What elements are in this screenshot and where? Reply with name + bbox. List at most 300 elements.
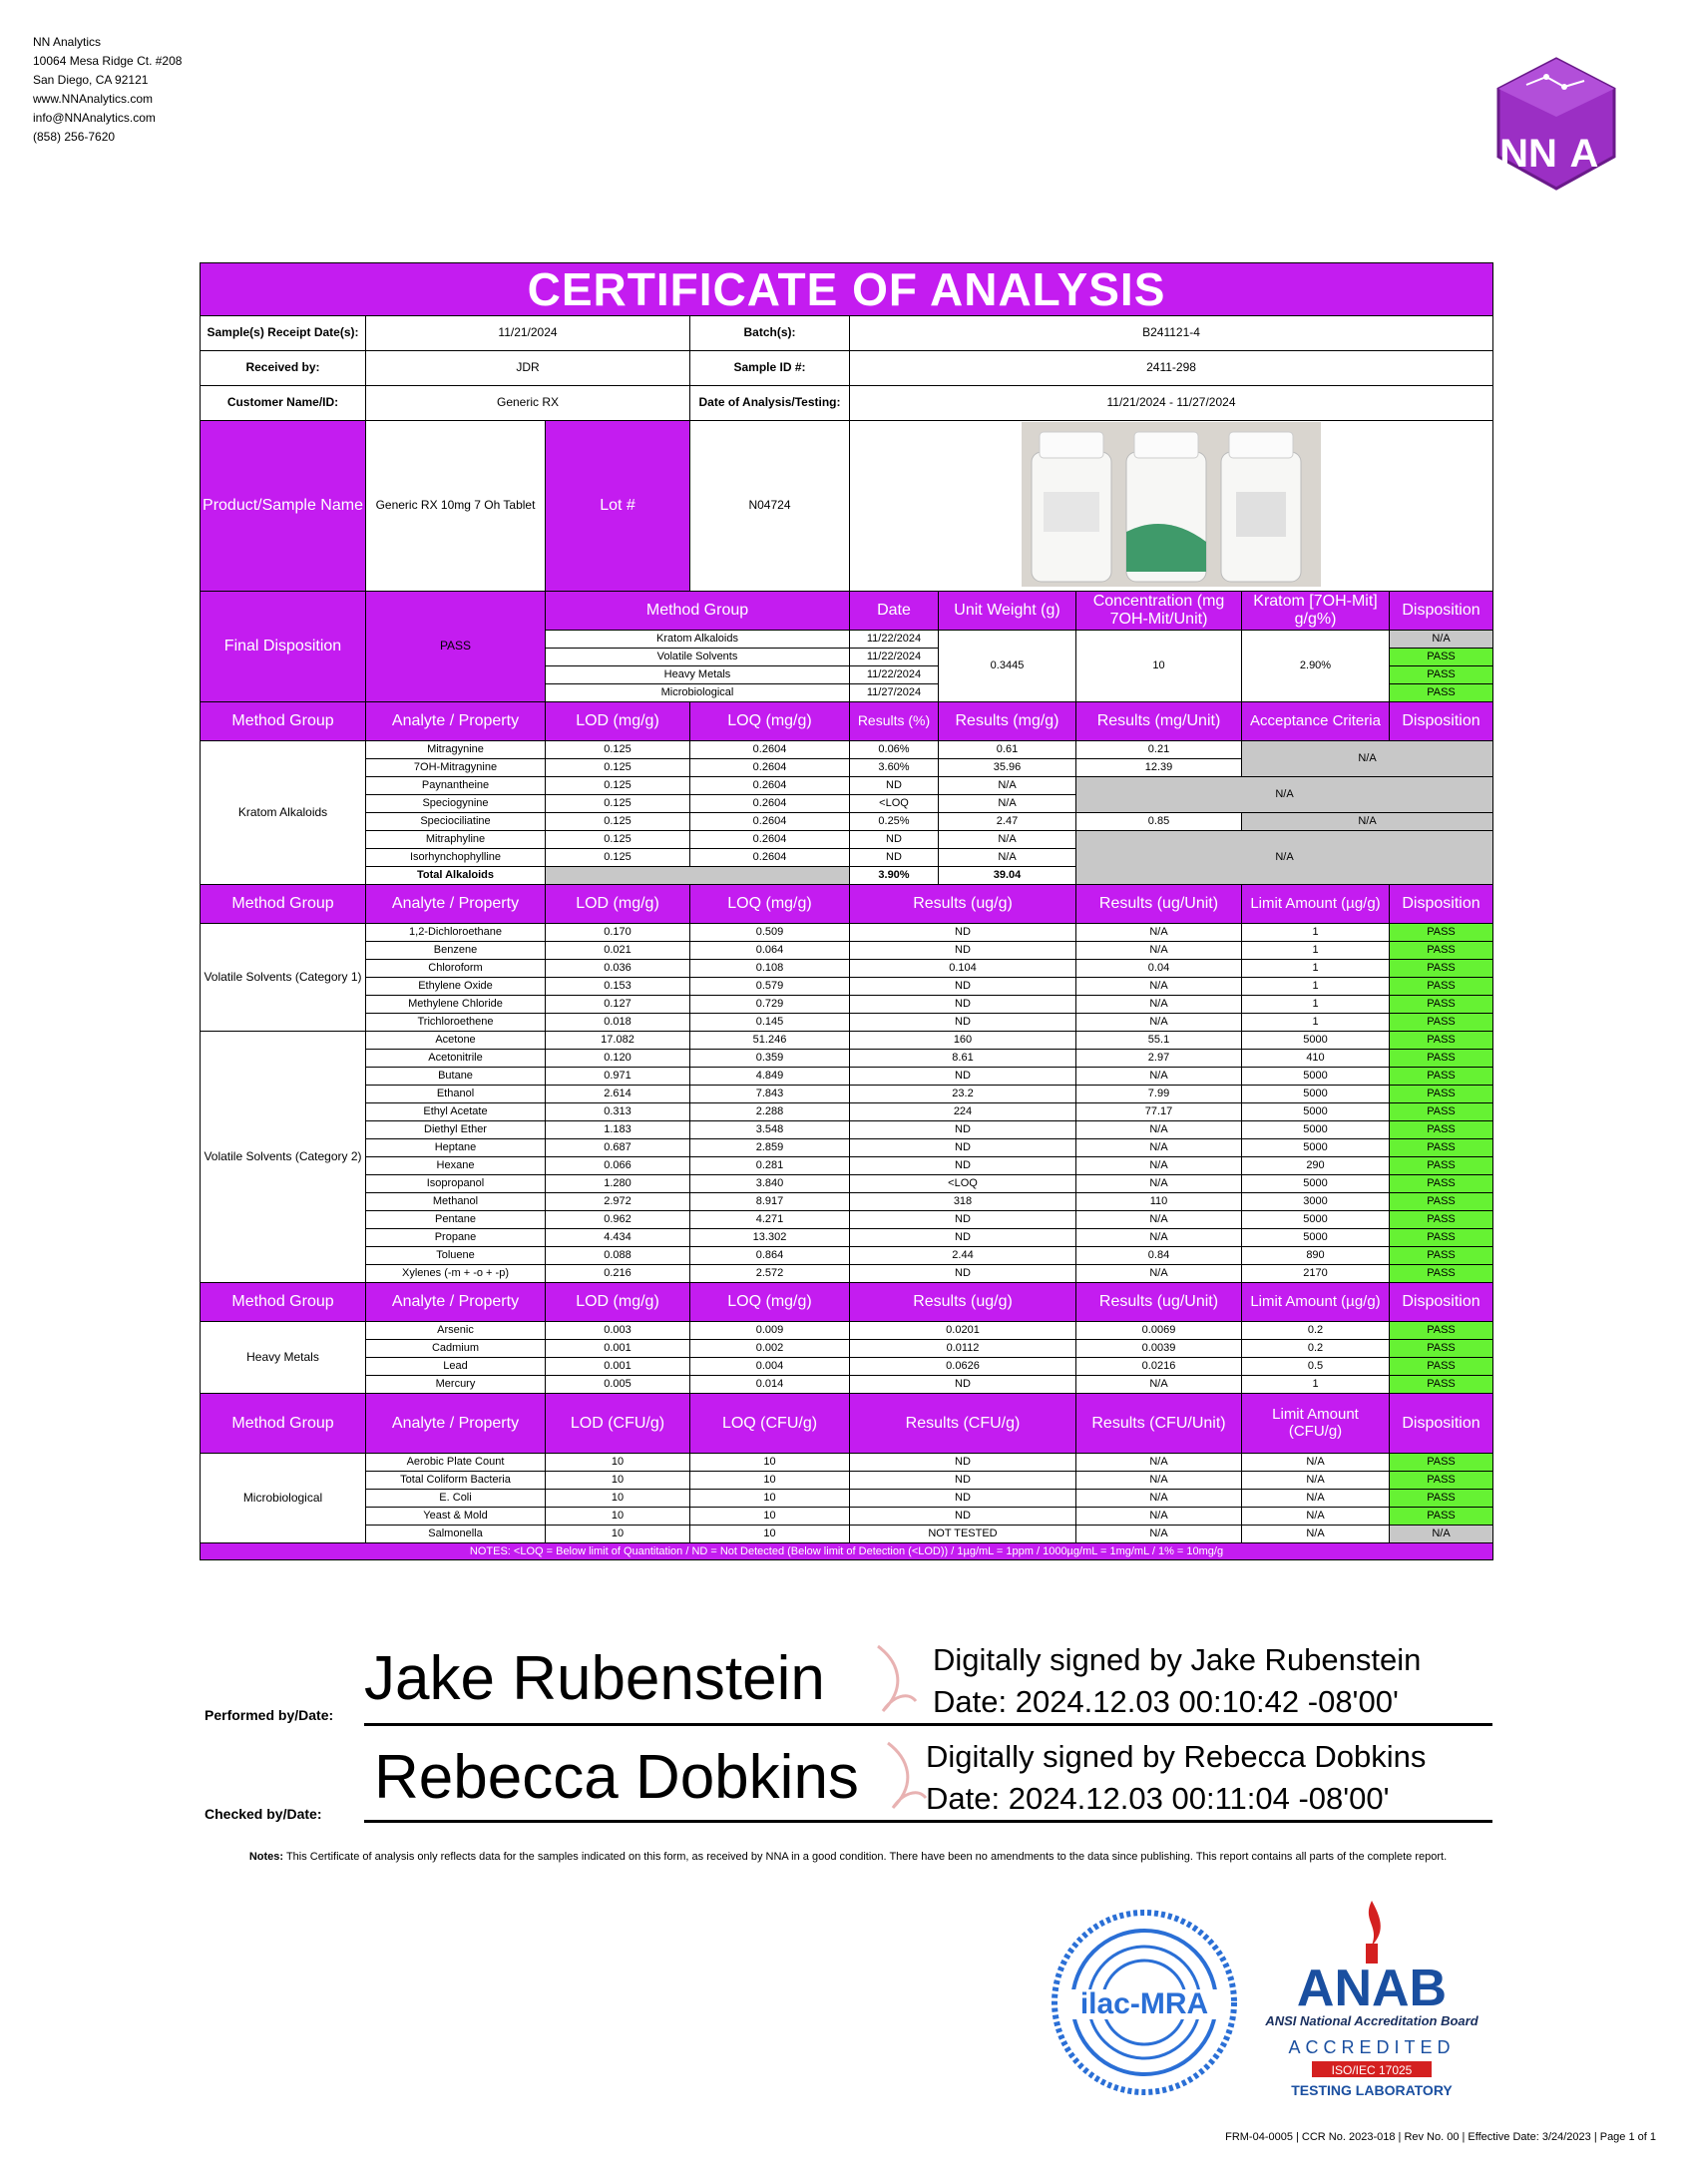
lod-value: 0.003 (546, 1322, 690, 1340)
lod-value: 0.962 (546, 1211, 690, 1229)
disposition-cell: PASS (1390, 1229, 1493, 1247)
lod-value: 0.687 (546, 1139, 690, 1157)
lod-value: 0.001 (546, 1358, 690, 1376)
micro-header-analyte: Analyte / Property (366, 1394, 546, 1454)
lod-value: 0.066 (546, 1157, 690, 1175)
page-footer: FRM-04-0005 | CCR No. 2023-018 | Rev No. 00 | Effective Date: 3/24/2023 | Page 1 of 1 (1225, 2131, 1656, 2143)
limit-value: 5000 (1242, 1032, 1390, 1050)
received-by-label: Received by: (201, 351, 366, 386)
lod-value: 4.434 (546, 1229, 690, 1247)
kratom-header-lod: LOD (mg/g) (546, 702, 690, 741)
disposition-cell: PASS (1390, 996, 1493, 1014)
result-per-unit: 0.84 (1076, 1247, 1242, 1265)
disposition-cell: PASS (1390, 1247, 1493, 1265)
lod-value: 0.216 (546, 1265, 690, 1283)
result-per-unit: 55.1 (1076, 1032, 1242, 1050)
metals-header-loq: LOQ (mg/g) (690, 1283, 850, 1322)
signature-mark-icon (878, 1738, 928, 1816)
result-value: 2.44 (850, 1247, 1076, 1265)
kratom-pct: 0.25% (850, 813, 939, 831)
kratom-total-blank (546, 867, 850, 885)
kratom-loq: 0.2604 (690, 795, 850, 813)
performed-by-label: Performed by/Date: (205, 1707, 334, 1723)
loq-value: 0.004 (690, 1358, 850, 1376)
lod-value: 0.127 (546, 996, 690, 1014)
performed-by-name: Jake Rubenstein (364, 1644, 825, 1713)
ilac-mra-text: ilac-MRA (1079, 1987, 1209, 2020)
disposition-cell: PASS (1390, 1358, 1493, 1376)
performed-signature (200, 1631, 1492, 1731)
limit-value: N/A (1242, 1472, 1390, 1490)
kratom-header-results-pct: Results (%) (850, 702, 939, 741)
loq-value: 0.002 (690, 1340, 850, 1358)
analyte-name: Methanol (366, 1193, 546, 1211)
analyte-name: Isopropanol (366, 1175, 546, 1193)
lod-value: 10 (546, 1526, 690, 1543)
disposition-cell: PASS (1390, 1340, 1493, 1358)
analyte-name: Acetone (366, 1032, 546, 1050)
lod-value: 0.036 (546, 960, 690, 978)
analyte-name: Butane (366, 1068, 546, 1086)
result-value: 23.2 (850, 1086, 1076, 1103)
disposition-cell: PASS (1390, 1068, 1493, 1086)
loq-value: 10 (690, 1472, 850, 1490)
result-value: 8.61 (850, 1050, 1076, 1068)
anab-accreditation-logo (1252, 1896, 1491, 2105)
receipt-date-value: 11/21/2024 (366, 316, 690, 351)
loq-value: 2.572 (690, 1265, 850, 1283)
loq-value: 0.145 (690, 1014, 850, 1032)
method-group-label: Volatile Solvents (Category 1) (201, 924, 366, 1032)
solvents-header-loq: LOQ (mg/g) (690, 885, 850, 924)
checked-signature (200, 1728, 1492, 1828)
result-value: ND (850, 1376, 1076, 1394)
result-per-unit: N/A (1076, 1472, 1242, 1490)
limit-value: 890 (1242, 1247, 1390, 1265)
lod-value: 10 (546, 1508, 690, 1526)
kratom-header-acceptance: Acceptance Criteria (1242, 702, 1390, 741)
analyte-name: Ethyl Acetate (366, 1103, 546, 1121)
analyte-row (201, 1032, 1493, 1050)
kratom-lod: 0.125 (546, 795, 690, 813)
lod-value: 0.153 (546, 978, 690, 996)
analyte-row (201, 1086, 1493, 1103)
batch-value: B241121-4 (850, 316, 1493, 351)
loq-value: 4.849 (690, 1068, 850, 1086)
kratom-pct: ND (850, 831, 939, 849)
final-disposition-cell: PASS (1390, 666, 1493, 684)
loq-value: 0.108 (690, 960, 850, 978)
customer-value: Generic RX (366, 386, 690, 421)
performed-digital-line2: Date: 2024.12.03 00:10:42 -08'00' (933, 1684, 1399, 1719)
notes-row: NOTES: <LOQ = Below limit of Quantitation / ND = Not Detected (Below limit of Detection (<LOD)) / 1µg/mL = 1ppm / 1000µg/mL = 1mg/mL / 1% = 10mg/g (201, 1543, 1493, 1560)
analyte-name: E. Coli (366, 1490, 546, 1508)
disposition-cell: PASS (1390, 1157, 1493, 1175)
analyte-row (201, 1454, 1493, 1472)
analysis-date-label: Date of Analysis/Testing: (690, 386, 850, 421)
loq-value: 0.729 (690, 996, 850, 1014)
lod-value: 1.183 (546, 1121, 690, 1139)
result-per-unit: N/A (1076, 1211, 1242, 1229)
limit-value: 5000 (1242, 1139, 1390, 1157)
limit-value: 1 (1242, 924, 1390, 942)
kratom-mgu: 12.39 (1076, 759, 1242, 777)
solvents-header-disposition: Disposition (1390, 885, 1493, 924)
disposition-cell: PASS (1390, 1376, 1493, 1394)
limit-value: 290 (1242, 1157, 1390, 1175)
final-disposition-value: PASS (366, 592, 546, 702)
result-per-unit: 7.99 (1076, 1086, 1242, 1103)
product-name-label: Product/Sample Name (201, 421, 366, 592)
result-value: ND (850, 1211, 1076, 1229)
result-value: 0.0626 (850, 1358, 1076, 1376)
kratom-na-block: N/A (1076, 777, 1493, 813)
result-value: ND (850, 1157, 1076, 1175)
final-disposition-cell: PASS (1390, 684, 1493, 702)
footnote-label: Notes: (248, 1851, 284, 1863)
result-per-unit: N/A (1076, 1454, 1242, 1472)
lod-value: 0.313 (546, 1103, 690, 1121)
loq-value: 2.288 (690, 1103, 850, 1121)
kratom-analyte: 7OH-Mitragynine (366, 759, 546, 777)
analysis-date-value: 11/21/2024 - 11/27/2024 (850, 386, 1493, 421)
analyte-row (201, 1340, 1493, 1358)
result-value: ND (850, 1014, 1076, 1032)
kratom-mgg: 35.96 (939, 759, 1076, 777)
limit-value: 5000 (1242, 1103, 1390, 1121)
kratom-header-results-mgu: Results (mg/Unit) (1076, 702, 1242, 741)
kratom-lod: 0.125 (546, 831, 690, 849)
final-group: Kratom Alkaloids (546, 631, 850, 649)
anab-logo-text: ANAB (1296, 1960, 1448, 2017)
limit-value: 1 (1242, 942, 1390, 960)
kratom-header-loq: LOQ (mg/g) (690, 702, 850, 741)
disposition-cell: PASS (1390, 1454, 1493, 1472)
lod-value: 17.082 (546, 1032, 690, 1050)
disposition-cell: PASS (1390, 1490, 1493, 1508)
solvents-header-analyte: Analyte / Property (366, 885, 546, 924)
footnote (210, 1848, 1486, 1866)
limit-value: 5000 (1242, 1211, 1390, 1229)
analyte-row (201, 1139, 1493, 1157)
result-value: ND (850, 1454, 1076, 1472)
solvents-header-lod: LOD (mg/g) (546, 885, 690, 924)
kratom-lod: 0.125 (546, 759, 690, 777)
disposition-cell: PASS (1390, 1508, 1493, 1526)
kratom-lod: 0.125 (546, 777, 690, 795)
loq-value: 0.014 (690, 1376, 850, 1394)
kratom-mgg: N/A (939, 777, 1076, 795)
product-name-value: Generic RX 10mg 7 Oh Tablet (366, 421, 546, 592)
result-value: ND (850, 1139, 1076, 1157)
micro-header-limit: Limit Amount (CFU/g) (1242, 1394, 1390, 1454)
disposition-cell: PASS (1390, 1175, 1493, 1193)
result-value: ND (850, 942, 1076, 960)
final-kratom-pct: 2.90% (1242, 631, 1390, 702)
analyte-name: Xylenes (-m + -o + -p) (366, 1265, 546, 1283)
lab-email[interactable]: info@NNAnalytics.com (33, 111, 156, 125)
limit-value: N/A (1242, 1490, 1390, 1508)
kratom-header-results-mgg: Results (mg/g) (939, 702, 1076, 741)
disposition-cell: PASS (1390, 1139, 1493, 1157)
limit-value: 410 (1242, 1050, 1390, 1068)
analyte-row (201, 1526, 1493, 1543)
disposition-cell: PASS (1390, 1265, 1493, 1283)
kratom-analyte: Isorhynchophylline (366, 849, 546, 867)
loq-value: 13.302 (690, 1229, 850, 1247)
kratom-analyte: Paynantheine (366, 777, 546, 795)
lot-label: Lot # (546, 421, 690, 592)
lod-value: 0.005 (546, 1376, 690, 1394)
analyte-row (201, 1211, 1493, 1229)
final-header-method: Method Group (546, 592, 850, 631)
result-value: 0.0112 (850, 1340, 1076, 1358)
limit-value: 0.5 (1242, 1358, 1390, 1376)
kratom-total-label: Total Alkaloids (366, 867, 546, 885)
lab-name: NN Analytics (33, 35, 102, 49)
kratom-total-pct: 3.90% (850, 867, 939, 885)
analyte-name: Propane (366, 1229, 546, 1247)
disposition-cell: PASS (1390, 1014, 1493, 1032)
result-value: ND (850, 1229, 1076, 1247)
metals-body (201, 1322, 1493, 1394)
disposition-cell: PASS (1390, 1472, 1493, 1490)
kratom-pct: 3.60% (850, 759, 939, 777)
method-group-label: Volatile Solvents (Category 2) (201, 1032, 366, 1283)
receipt-date-label: Sample(s) Receipt Date(s): (201, 316, 366, 351)
kratom-mgg: 0.61 (939, 741, 1076, 759)
analyte-row (201, 1358, 1493, 1376)
analyte-row (201, 996, 1493, 1014)
analyte-row (201, 1068, 1493, 1086)
result-value: ND (850, 1490, 1076, 1508)
analyte-row (201, 1193, 1493, 1211)
lod-value: 10 (546, 1454, 690, 1472)
analyte-row (201, 1103, 1493, 1121)
performed-digital-text (933, 1639, 1421, 1723)
result-value: 160 (850, 1032, 1076, 1050)
analyte-name: Chloroform (366, 960, 546, 978)
loq-value: 0.281 (690, 1157, 850, 1175)
signature-mark-icon (868, 1641, 918, 1719)
final-date: 11/22/2024 (850, 649, 939, 666)
checked-digital-text (926, 1736, 1426, 1820)
analyte-name: Hexane (366, 1157, 546, 1175)
result-per-unit: 0.0216 (1076, 1358, 1242, 1376)
kratom-total-mgg: 39.04 (939, 867, 1076, 885)
kratom-header-disposition: Disposition (1390, 702, 1493, 741)
method-group-label: Microbiological (201, 1454, 366, 1543)
result-per-unit: N/A (1076, 1526, 1242, 1543)
anab-line2: ACCREDITED (1288, 2037, 1456, 2057)
kratom-analyte: Mitraphyline (366, 831, 546, 849)
loq-value: 7.843 (690, 1086, 850, 1103)
result-per-unit: N/A (1076, 1508, 1242, 1526)
analyte-row (201, 1490, 1493, 1508)
loq-value: 2.859 (690, 1139, 850, 1157)
limit-value: 5000 (1242, 1175, 1390, 1193)
kratom-mgg: N/A (939, 831, 1076, 849)
sample-id-value: 2411-298 (850, 351, 1493, 386)
micro-header-method: Method Group (201, 1394, 366, 1454)
checked-digital-line2: Date: 2024.12.03 00:11:04 -08'00' (926, 1781, 1390, 1816)
lod-value: 0.021 (546, 942, 690, 960)
limit-value: 1 (1242, 996, 1390, 1014)
final-group: Volatile Solvents (546, 649, 850, 666)
kratom-loq: 0.2604 (690, 831, 850, 849)
analyte-name: Toluene (366, 1247, 546, 1265)
anab-line4: TESTING LABORATORY (1291, 2082, 1453, 2098)
limit-value: 2170 (1242, 1265, 1390, 1283)
micro-header-results-unit: Results (CFU/Unit) (1076, 1394, 1242, 1454)
analyte-row (201, 1265, 1493, 1283)
lab-website[interactable]: www.NNAnalytics.com (33, 92, 154, 106)
final-header-concentration: Concentration (mg 7OH-Mit/Unit) (1076, 592, 1242, 631)
result-per-unit: 2.97 (1076, 1050, 1242, 1068)
result-value: NOT TESTED (850, 1526, 1076, 1543)
kratom-loq: 0.2604 (690, 813, 850, 831)
lod-value: 10 (546, 1472, 690, 1490)
kratom-lod: 0.125 (546, 813, 690, 831)
result-per-unit: N/A (1076, 1229, 1242, 1247)
loq-value: 0.864 (690, 1247, 850, 1265)
final-disposition-cell: N/A (1390, 631, 1493, 649)
solvents-cat2-body (201, 1032, 1493, 1283)
kratom-na-block: N/A (1242, 813, 1493, 831)
analyte-name: Salmonella (366, 1526, 546, 1543)
analyte-row (201, 1121, 1493, 1139)
kratom-na-block: N/A (1242, 741, 1493, 777)
analyte-name: Aerobic Plate Count (366, 1454, 546, 1472)
method-group-label: Heavy Metals (201, 1322, 366, 1394)
final-date: 11/27/2024 (850, 684, 939, 702)
result-value: 0.104 (850, 960, 1076, 978)
limit-value: 5000 (1242, 1229, 1390, 1247)
result-per-unit: N/A (1076, 924, 1242, 942)
result-value: ND (850, 1472, 1076, 1490)
loq-value: 8.917 (690, 1193, 850, 1211)
kratom-pct: <LOQ (850, 795, 939, 813)
loq-value: 10 (690, 1454, 850, 1472)
solvents-header-results: Results (ug/g) (850, 885, 1076, 924)
analyte-row (201, 1508, 1493, 1526)
loq-value: 51.246 (690, 1032, 850, 1050)
disposition-cell: PASS (1390, 924, 1493, 942)
disposition-cell: PASS (1390, 1193, 1493, 1211)
analyte-name: Yeast & Mold (366, 1508, 546, 1526)
result-per-unit: N/A (1076, 1139, 1242, 1157)
loq-value: 3.548 (690, 1121, 850, 1139)
analyte-name: Ethanol (366, 1086, 546, 1103)
result-per-unit: N/A (1076, 1376, 1242, 1394)
analyte-row (201, 1247, 1493, 1265)
metals-header-results: Results (ug/g) (850, 1283, 1076, 1322)
result-per-unit: N/A (1076, 978, 1242, 996)
result-per-unit: N/A (1076, 1490, 1242, 1508)
final-concentration: 10 (1076, 631, 1242, 702)
analyte-name: Ethylene Oxide (366, 978, 546, 996)
result-per-unit: N/A (1076, 1068, 1242, 1086)
loq-value: 0.579 (690, 978, 850, 996)
nna-logo (1486, 55, 1626, 195)
batch-label: Batch(s): (690, 316, 850, 351)
lod-value: 0.170 (546, 924, 690, 942)
disposition-cell: PASS (1390, 1032, 1493, 1050)
lod-value: 0.120 (546, 1050, 690, 1068)
kratom-analyte: Speciogynine (366, 795, 546, 813)
result-per-unit: N/A (1076, 1014, 1242, 1032)
metals-header-analyte: Analyte / Property (366, 1283, 546, 1322)
analyte-name: Pentane (366, 1211, 546, 1229)
loq-value: 10 (690, 1490, 850, 1508)
result-per-unit: N/A (1076, 942, 1242, 960)
final-disposition-cell: PASS (1390, 649, 1493, 666)
analyte-name: Diethyl Ether (366, 1121, 546, 1139)
limit-value: 1 (1242, 1014, 1390, 1032)
analyte-name: Total Coliform Bacteria (366, 1472, 546, 1490)
result-value: ND (850, 996, 1076, 1014)
kratom-mgg: 2.47 (939, 813, 1076, 831)
result-value: 0.0201 (850, 1322, 1076, 1340)
sample-id-label: Sample ID #: (690, 351, 850, 386)
lod-value: 10 (546, 1490, 690, 1508)
limit-value: 5000 (1242, 1121, 1390, 1139)
result-per-unit: 0.0039 (1076, 1340, 1242, 1358)
checked-digital-line1: Digitally signed by Rebecca Dobkins (926, 1739, 1427, 1774)
analyte-name: Heptane (366, 1139, 546, 1157)
final-date: 11/22/2024 (850, 666, 939, 684)
kratom-mgg: N/A (939, 795, 1076, 813)
final-header-date: Date (850, 592, 939, 631)
disposition-cell: N/A (1390, 1526, 1493, 1543)
final-header-weight: Unit Weight (g) (939, 592, 1076, 631)
lab-phone: (858) 256-7620 (33, 130, 116, 144)
final-group: Microbiological (546, 684, 850, 702)
analyte-name: Mercury (366, 1376, 546, 1394)
analyte-name: Lead (366, 1358, 546, 1376)
kratom-lod: 0.125 (546, 849, 690, 867)
lod-value: 2.614 (546, 1086, 690, 1103)
performed-digital-line1: Digitally signed by Jake Rubenstein (933, 1642, 1422, 1677)
disposition-cell: PASS (1390, 1121, 1493, 1139)
metals-header-results-unit: Results (ug/Unit) (1076, 1283, 1242, 1322)
analyte-name: Acetonitrile (366, 1050, 546, 1068)
analyte-name: Arsenic (366, 1322, 546, 1340)
loq-value: 10 (690, 1526, 850, 1543)
result-per-unit: 110 (1076, 1193, 1242, 1211)
product-photo-cell (850, 421, 1493, 592)
micro-body (201, 1454, 1493, 1543)
limit-value: 3000 (1242, 1193, 1390, 1211)
kratom-loq: 0.2604 (690, 741, 850, 759)
result-per-unit: 0.04 (1076, 960, 1242, 978)
kratom-header-method: Method Group (201, 702, 366, 741)
disposition-cell: PASS (1390, 1050, 1493, 1068)
solvents-header-results-unit: Results (ug/Unit) (1076, 885, 1242, 924)
loq-value: 0.064 (690, 942, 850, 960)
kratom-mgu: 0.21 (1076, 741, 1242, 759)
kratom-lod: 0.125 (546, 741, 690, 759)
loq-value: 0.359 (690, 1050, 850, 1068)
disposition-cell: PASS (1390, 1322, 1493, 1340)
final-header-disposition: Disposition (1390, 592, 1493, 631)
lab-address-line2: San Diego, CA 92121 (33, 73, 149, 87)
result-value: ND (850, 1508, 1076, 1526)
lod-value: 2.972 (546, 1193, 690, 1211)
kratom-pct: 0.06% (850, 741, 939, 759)
customer-label: Customer Name/ID: (201, 386, 366, 421)
analyte-name: Methylene Chloride (366, 996, 546, 1014)
